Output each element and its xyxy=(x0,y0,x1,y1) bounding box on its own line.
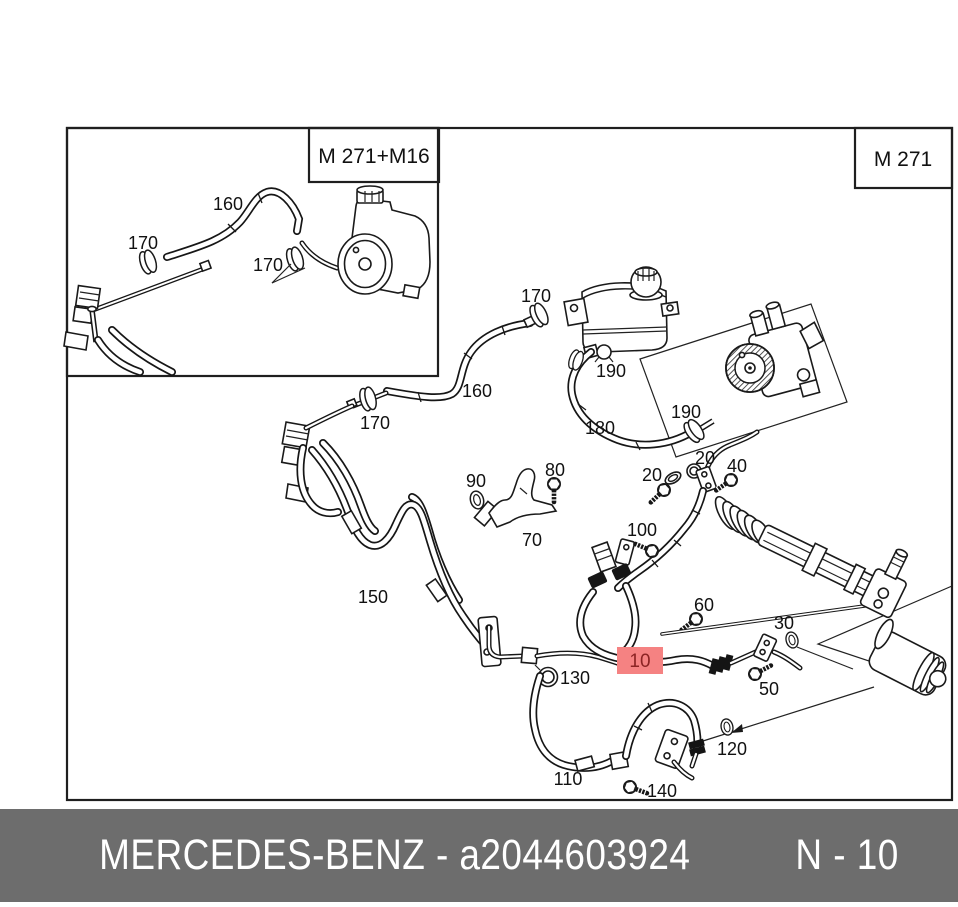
bolt-100 xyxy=(633,538,660,559)
return-hose-160 xyxy=(347,301,551,412)
part-label-30[interactable]: 30 xyxy=(773,613,795,633)
part-label-170[interactable]: 170 xyxy=(252,255,284,275)
part-label-60[interactable]: 60 xyxy=(693,595,715,615)
part-label-170[interactable]: 170 xyxy=(520,286,552,306)
part-label-160[interactable]: 160 xyxy=(461,381,493,401)
part-label-50[interactable]: 50 xyxy=(758,679,780,699)
part-label-190[interactable]: 190 xyxy=(595,361,627,381)
power-steering-pump xyxy=(726,292,836,406)
part-label-90[interactable]: 90 xyxy=(465,471,487,491)
engine-code-inset-label: M 271+M16 xyxy=(318,145,430,168)
part-label-170[interactable]: 170 xyxy=(127,233,159,253)
part-label-100[interactable]: 100 xyxy=(626,520,658,540)
part-label-70[interactable]: 70 xyxy=(521,530,543,550)
part-label-20[interactable]: 20 xyxy=(641,465,663,485)
return-hose-110 xyxy=(533,665,705,778)
part-label-20[interactable]: 20 xyxy=(694,448,716,468)
bolt-20 xyxy=(647,481,673,507)
engine-code-corner-label: M 271 xyxy=(873,148,933,171)
part-label-120[interactable]: 120 xyxy=(716,739,748,759)
bolt-140 xyxy=(622,779,649,799)
fluid-reservoir xyxy=(564,267,679,358)
part-label-160[interactable]: 160 xyxy=(212,194,244,214)
footer-brand-partnumber: MERCEDES-BENZ - a2044603924 xyxy=(99,831,691,879)
main-border xyxy=(67,128,952,800)
diagram-frames xyxy=(67,128,952,800)
bolt-80 xyxy=(548,478,560,502)
part-label-180[interactable]: 180 xyxy=(584,418,616,438)
footer-page-ref: N - 10 xyxy=(795,831,899,879)
part-label-170[interactable]: 170 xyxy=(359,413,391,433)
cooler-loop-150 xyxy=(282,406,620,667)
part-label-110[interactable]: 110 xyxy=(553,769,583,789)
part-label-140[interactable]: 140 xyxy=(646,781,678,801)
bracket-70 xyxy=(474,469,556,527)
highlighted-part-label[interactable]: 10 xyxy=(629,651,651,672)
inset-pump xyxy=(338,186,430,298)
highlighted-part-10[interactable] xyxy=(617,647,663,674)
seal-30-leader xyxy=(797,647,853,669)
part-label-190[interactable]: 190 xyxy=(670,402,702,422)
pressure-hose-10 xyxy=(580,491,800,674)
seal-ring-120 xyxy=(720,718,735,736)
part-labels xyxy=(128,194,794,801)
footer-bar xyxy=(0,809,958,902)
part-label-40[interactable]: 40 xyxy=(726,456,748,476)
part-label-130[interactable]: 130 xyxy=(559,668,591,688)
part-label-150[interactable]: 150 xyxy=(357,587,389,607)
part-label-80[interactable]: 80 xyxy=(544,460,566,480)
inset-diagram xyxy=(64,186,430,372)
